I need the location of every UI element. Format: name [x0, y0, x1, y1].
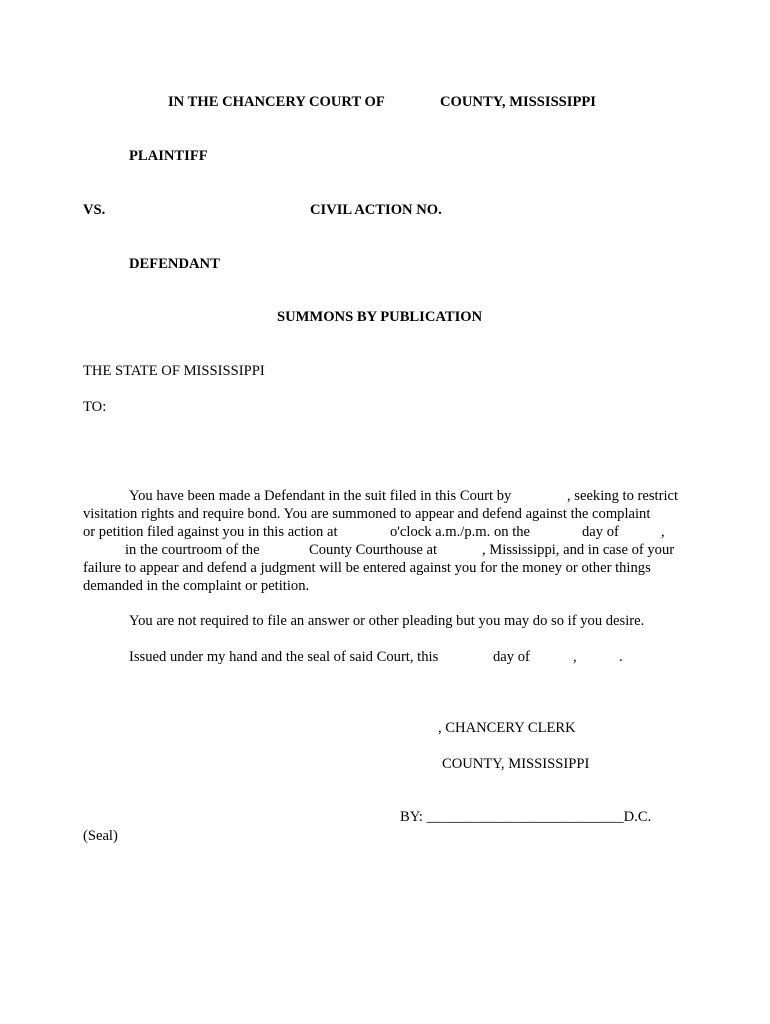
defendant-label: DEFENDANT [129, 256, 220, 272]
p1-line5: failure to appear and defend a judgment will be entered against you for the money or other things [83, 560, 651, 576]
plaintiff-label: PLAINTIFF [129, 148, 208, 164]
p1-line2: visitation rights and require bond. You are summoned to appear and defend against the complaint [83, 506, 651, 522]
seal-label: (Seal) [83, 828, 118, 844]
issued-comma: , [573, 649, 577, 665]
court-header-left: IN THE CHANCERY COURT OF [168, 94, 385, 110]
issued-text: Issued under my hand and the seal of said Court, this [129, 649, 439, 665]
state-line: THE STATE OF MISSISSIPPI [83, 363, 265, 379]
clerk-county-label: COUNTY, MISSISSIPPI [442, 756, 590, 772]
p1-line1-a: You have been made a Defendant in the suit filed in this Court by [129, 488, 512, 504]
versus-label: VS. [83, 202, 106, 218]
p1-line3-c: day of [582, 524, 619, 540]
answer-paragraph: You are not required to file an answer or other pleading but you may do so if you desire. [129, 613, 645, 629]
court-header-right: COUNTY, MISSISSIPPI [440, 94, 596, 110]
chancery-clerk-label: , CHANCERY CLERK [438, 720, 576, 736]
issued-period: . [619, 649, 623, 665]
civil-action-label: CIVIL ACTION NO. [310, 202, 442, 218]
document-title: SUMMONS BY PUBLICATION [277, 309, 483, 325]
p1-line6: demanded in the complaint or petition. [83, 578, 310, 594]
p1-line3-a: or petition filed against you in this action at [83, 524, 338, 540]
p1-line3-d: , [661, 524, 665, 540]
p1-line4-a: in the courtroom of the [125, 542, 260, 558]
p1-line3-b: o'clock a.m./p.m. on the [390, 524, 531, 540]
p1-line1-b: , seeking to restrict [567, 488, 679, 504]
p1-line4-c: , Mississippi, and in case of your [482, 542, 675, 558]
p1-line4-b: County Courthouse at [309, 542, 438, 558]
issued-day-of: day of [493, 649, 530, 665]
to-label: TO: [83, 399, 107, 415]
deputy-clerk-signature-line: BY: ___________________________D.C. [400, 809, 652, 825]
